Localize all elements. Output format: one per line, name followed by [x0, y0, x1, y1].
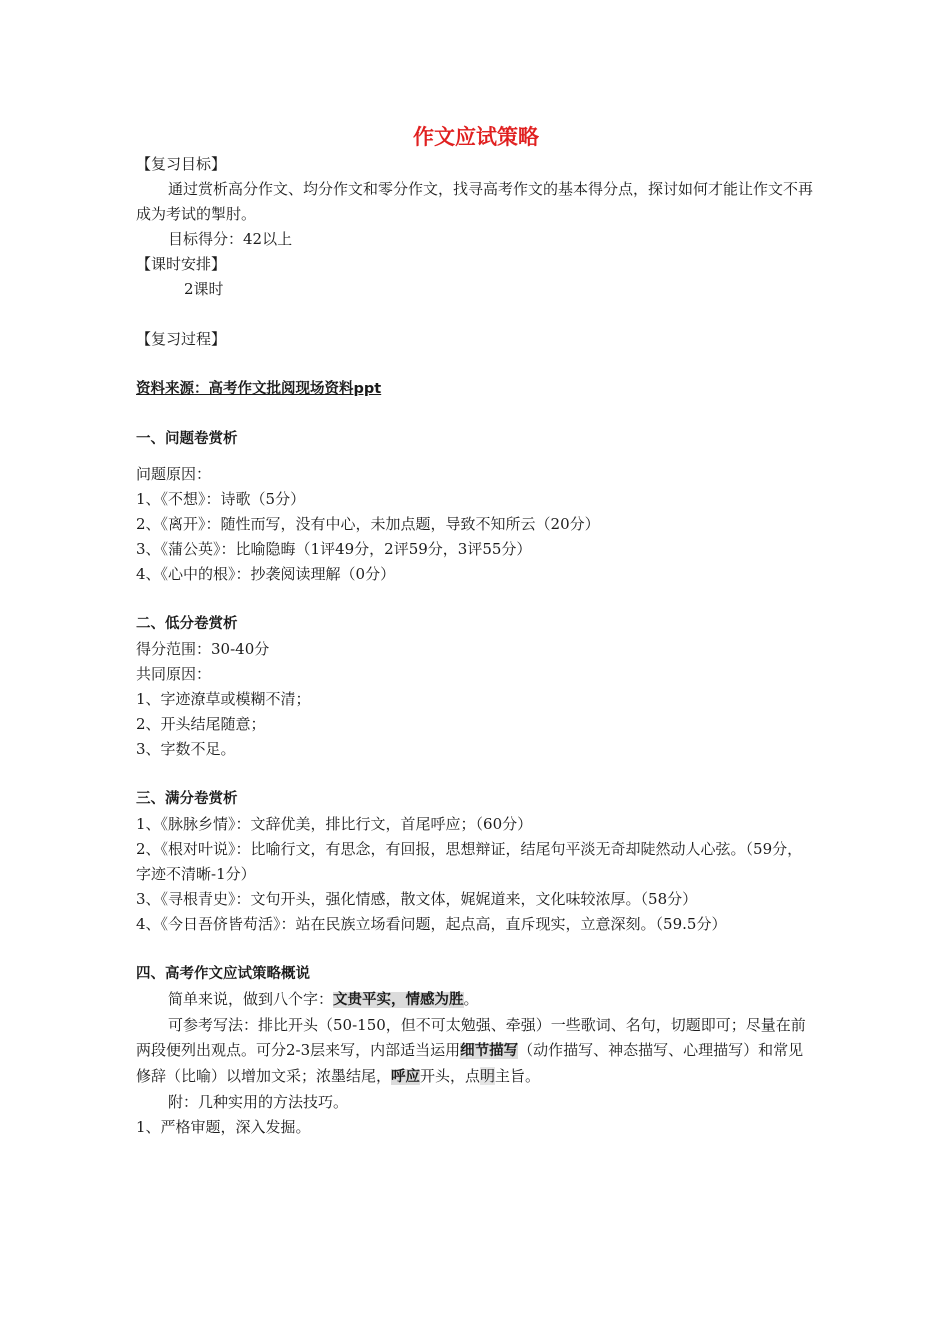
- schedule-heading: 【课时安排】: [136, 255, 227, 273]
- highlight-echo: 呼应: [391, 1069, 421, 1085]
- section1-intro: 问题原因：: [136, 465, 212, 483]
- list-item: 2、《离开》：随性而写，没有中心，未加点题，导致不知所云（20分）: [136, 515, 600, 533]
- list-item: 3、《寻根青史》：文句开头，强化情感，散文体，娓娓道来，文化味较浓厚。（58分）: [136, 890, 698, 908]
- method-text-c: 开头，点: [420, 1067, 481, 1085]
- list-item: 1、严格审题，深入发掘。: [136, 1118, 311, 1136]
- highlight-detail-description: 细节描写: [460, 1043, 519, 1059]
- method-text-b: （动作描写、神态描写、心理描写）和常见修辞（比喻）以增加文采；浓墨结尾，: [136, 1041, 804, 1085]
- list-item: 4、《心中的根》：抄袭阅读理解（0分）: [136, 565, 396, 583]
- list-item: 1、字迹潦草或模糊不清；: [136, 690, 311, 708]
- source-line: 资料来源：高考作文批阅现场资料ppt: [136, 381, 382, 397]
- section3-heading: 三、满分卷赏析: [136, 791, 238, 807]
- goal-heading: 【复习目标】: [136, 155, 227, 173]
- section2-intro: 共同原因：: [136, 665, 212, 683]
- list-item: 2、开头结尾随意；: [136, 715, 266, 733]
- list-item: 1、《不想》：诗歌（5分）: [136, 490, 306, 508]
- process-heading: 【复习过程】: [136, 330, 227, 348]
- method-text-d: 主旨。: [495, 1067, 541, 1085]
- target-score: 目标得分：42以上: [168, 230, 293, 248]
- highlight-ming: 明: [480, 1067, 496, 1085]
- section1-heading: 一、问题卷赏析: [136, 431, 238, 447]
- section4-heading: 四、高考作文应试策略概说: [136, 966, 310, 982]
- section2-heading: 二、低分卷赏析: [136, 616, 238, 632]
- section4-method: [136, 1013, 816, 1090]
- list-item: 3、字数不足。: [136, 740, 236, 758]
- method-text-a: 可参考写法：排比开头（50-150，但不可太勉强、牵强）一些歌词、名句，切题即可；尽量在前两段便列出观点。可分2-3层来写，内部适当运用: [136, 1016, 806, 1059]
- summary-period: 。: [463, 990, 479, 1008]
- list-item: 4、《今日吾侪皆苟活》：站在民族立场看问题，起点高，直斥现实，立意深刻。（59.5分）: [136, 915, 727, 933]
- highlight-eight-characters: 文贵平实，情感为胜: [333, 992, 464, 1008]
- section4-summary: [136, 987, 816, 1013]
- section2-range: 得分范围：30-40分: [136, 640, 270, 658]
- schedule-text: 2课时: [184, 280, 224, 298]
- list-item: 2、《根对叶说》：比喻行文，有思念，有回报，思想辩证，结尾句平淡无奇却陡然动人心弦。（59分，字迹不清晰-1分）: [136, 840, 803, 883]
- section4-appendix: 附：几种实用的方法技巧。: [168, 1093, 349, 1111]
- goal-text: 通过赏析高分作文、均分作文和零分作文，找寻高考作文的基本得分点，探讨如何才能让作文不再成为考试的掣肘。: [136, 180, 814, 223]
- page-title: 作文应试策略: [413, 125, 539, 149]
- summary-text: 简单来说，做到八个字：: [168, 990, 334, 1008]
- list-item: 1、《脉脉乡情》：文辞优美，排比行文，首尾呼应；（60分）: [136, 815, 533, 833]
- list-item: 3、《蒲公英》：比喻隐晦（1评49分，2评59分，3评55分）: [136, 540, 532, 558]
- document-page: [136, 120, 816, 1140]
